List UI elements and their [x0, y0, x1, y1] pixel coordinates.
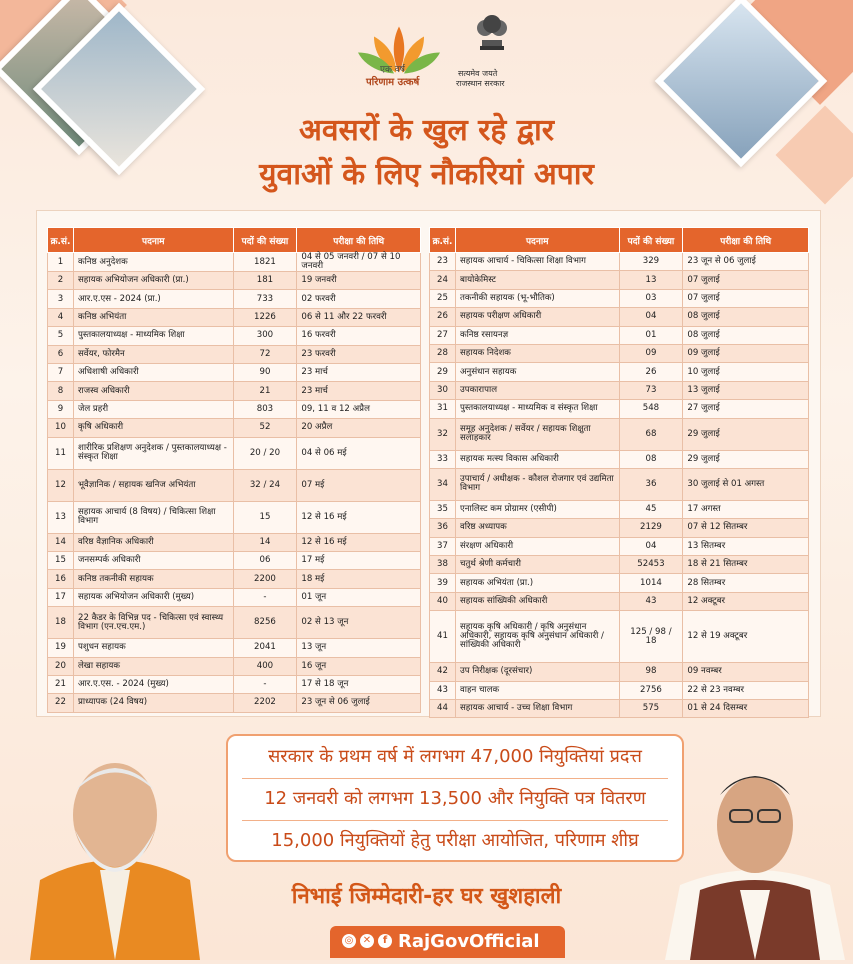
- table-row: [48, 363, 421, 381]
- cell-no: 21: [48, 675, 74, 693]
- cell-date: 23 जून से 06 जुलाई: [683, 253, 809, 271]
- cell-no: 24: [430, 271, 456, 289]
- table-row: [48, 639, 421, 657]
- headline-line1: अवसरों के खुल रहे द्वार: [298, 113, 555, 148]
- cell-count: 04: [619, 537, 683, 555]
- cell-no: 10: [48, 419, 74, 437]
- cell-post: भूवैज्ञानिक / सहायक खनिज अभियंता: [73, 469, 233, 501]
- table-row: [430, 418, 809, 450]
- table-row: [48, 308, 421, 326]
- cell-no: 9: [48, 400, 74, 418]
- cell-no: 22: [48, 694, 74, 712]
- table-row: [430, 381, 809, 399]
- cell-post: अधिशाषी अधिकारी: [73, 363, 233, 381]
- cell-count: 01: [619, 326, 683, 344]
- cell-post: लेखा सहायक: [73, 657, 233, 675]
- cell-no: 6: [48, 345, 74, 363]
- cell-count: 06: [233, 551, 297, 569]
- cell-post: वाहन चालक: [455, 681, 619, 699]
- cell-count: 52: [233, 419, 297, 437]
- instagram-icon[interactable]: ◎: [342, 934, 356, 948]
- cell-post: राजस्व अधिकारी: [73, 382, 233, 400]
- cell-no: 39: [430, 574, 456, 592]
- col-header-no: क्र.सं.: [48, 228, 74, 253]
- table-row: [48, 253, 421, 272]
- table-row: [430, 681, 809, 699]
- cell-date: 09, 11 व 12 अप्रैल: [297, 400, 421, 418]
- table-row: [430, 574, 809, 592]
- cell-no: 19: [48, 639, 74, 657]
- cell-date: 08 जुलाई: [683, 308, 809, 326]
- cell-count: 2129: [619, 519, 683, 537]
- cell-count: 2200: [233, 570, 297, 588]
- cell-no: 4: [48, 308, 74, 326]
- cell-date: 04 से 06 मई: [297, 437, 421, 469]
- cell-post: जनसम्पर्क अधिकारी: [73, 551, 233, 569]
- cell-no: 40: [430, 592, 456, 610]
- cell-no: 36: [430, 519, 456, 537]
- cell-date: 22 से 23 नवम्बर: [683, 681, 809, 699]
- cell-post: सहायक अभियोजन अधिकारी (प्रा.): [73, 272, 233, 290]
- slogan: निभाई जिम्मेदारी-हर घर खुशहाली: [291, 884, 562, 909]
- cell-date: 27 जुलाई: [683, 400, 809, 418]
- cell-post: पुस्तकालयाध्यक्ष - माध्यमिक व संस्कृत शिक्षा: [455, 400, 619, 418]
- cell-date: 17 अगस्त: [683, 500, 809, 518]
- cell-date: 09 नवम्बर: [683, 663, 809, 681]
- cell-date: 29 जुलाई: [683, 418, 809, 450]
- cell-post: पुस्तकालयाध्यक्ष - माध्यमिक शिक्षा: [73, 327, 233, 345]
- table-row: [48, 290, 421, 308]
- table-row: [430, 663, 809, 681]
- table-row: [48, 272, 421, 290]
- cell-date: 08 जुलाई: [683, 326, 809, 344]
- table-row: [48, 437, 421, 469]
- cell-no: 37: [430, 537, 456, 555]
- cell-no: 1: [48, 253, 74, 272]
- cell-post: कनिष्ठ रसायनज्ञ: [455, 326, 619, 344]
- cell-post: सहायक अभियोजन अधिकारी (मुख्य): [73, 588, 233, 606]
- cell-count: 2756: [619, 681, 683, 699]
- cell-post: कनिष्ठ अनुदेशक: [73, 253, 233, 272]
- cell-count: 1014: [619, 574, 683, 592]
- cell-count: 1821: [233, 253, 297, 272]
- cell-date: 06 से 11 और 22 फरवरी: [297, 308, 421, 326]
- cell-count: 2202: [233, 694, 297, 712]
- col-header-no: क्र.सं.: [430, 228, 456, 253]
- cell-post: अनुसंधान सहायक: [455, 363, 619, 381]
- logo-line1: एक वर्ष: [380, 65, 405, 75]
- cell-post: सहायक सांख्यिकी अधिकारी: [455, 592, 619, 610]
- exam-table-right: [429, 227, 809, 718]
- cell-post: सहायक मत्स्य विकास अधिकारी: [455, 450, 619, 468]
- cell-count: 45: [619, 500, 683, 518]
- cell-post: तकनीकी सहायक (भू-भौतिक): [455, 289, 619, 307]
- table-row: [430, 308, 809, 326]
- cell-count: 1226: [233, 308, 297, 326]
- table-row: [48, 570, 421, 588]
- table-row: [430, 500, 809, 518]
- emblem-line1: सत्यमेव जयते: [458, 69, 498, 78]
- cell-count: 09: [619, 344, 683, 362]
- cell-date: 13 जुलाई: [683, 381, 809, 399]
- cell-date: 07 जुलाई: [683, 289, 809, 307]
- cell-no: 30: [430, 381, 456, 399]
- table-row: [430, 556, 809, 574]
- table-row: [430, 592, 809, 610]
- cell-count: 548: [619, 400, 683, 418]
- cell-post: प्राध्यापक (24 विषय): [73, 694, 233, 712]
- cell-post: कनिष्ठ अभियंता: [73, 308, 233, 326]
- table-row: [430, 519, 809, 537]
- cell-date: 23 जून से 06 जुलाई: [297, 694, 421, 712]
- cell-date: 07 से 12 सितम्बर: [683, 519, 809, 537]
- cell-post: 22 कैडर के विभिन्न पद - चिकित्सा एवं स्वास्थ्य विभाग (एन.एच.एम.): [73, 607, 233, 639]
- cell-count: 803: [233, 400, 297, 418]
- cell-date: 20 अप्रैल: [297, 419, 421, 437]
- cell-date: 12 से 16 मई: [297, 533, 421, 551]
- cell-date: 29 जुलाई: [683, 450, 809, 468]
- cell-post: संरक्षण अधिकारी: [455, 537, 619, 555]
- col-header-count: पदों की संख्या: [619, 228, 683, 253]
- cell-date: 13 सितम्बर: [683, 537, 809, 555]
- state-emblem-icon: [470, 10, 514, 64]
- table-row: [48, 675, 421, 693]
- cell-no: 23: [430, 253, 456, 271]
- cell-post: सर्वेयर, फोरमैन: [73, 345, 233, 363]
- cell-count: 26: [619, 363, 683, 381]
- cell-count: 72: [233, 345, 297, 363]
- cell-count: 21: [233, 382, 297, 400]
- cell-post: सहायक परीक्षण अधिकारी: [455, 308, 619, 326]
- cell-no: 16: [48, 570, 74, 588]
- cell-date: 07 जुलाई: [683, 271, 809, 289]
- table-row: [430, 326, 809, 344]
- cell-no: 3: [48, 290, 74, 308]
- cell-date: 19 जनवरी: [297, 272, 421, 290]
- table-row: [48, 327, 421, 345]
- cell-date: 07 मई: [297, 469, 421, 501]
- table-row: [430, 344, 809, 362]
- cell-post: आर.ए.एस. - 2024 (मुख्य): [73, 675, 233, 693]
- col-header-date: परीक्षा की तिथि: [683, 228, 809, 253]
- cell-date: 28 सितम्बर: [683, 574, 809, 592]
- cell-date: 30 जुलाई से 01 अगस्त: [683, 468, 809, 500]
- cell-date: 01 जून: [297, 588, 421, 606]
- cell-no: 41: [430, 611, 456, 663]
- cell-date: 12 से 16 मई: [297, 501, 421, 533]
- cell-date: 12 से 19 अक्टूबर: [683, 611, 809, 663]
- table-row: [48, 607, 421, 639]
- cell-no: 14: [48, 533, 74, 551]
- cell-post: जेल प्रहरी: [73, 400, 233, 418]
- cell-no: 42: [430, 663, 456, 681]
- cell-count: 68: [619, 418, 683, 450]
- cell-post: एनालिस्ट कम प्रोग्रामर (एसीपी): [455, 500, 619, 518]
- cell-no: 25: [430, 289, 456, 307]
- cell-count: 329: [619, 253, 683, 271]
- cell-date: 04 से 05 जनवरी / 07 से 10 जनवरी: [297, 253, 421, 272]
- cell-date: 18 मई: [297, 570, 421, 588]
- cell-count: 32 / 24: [233, 469, 297, 501]
- table-row: [48, 469, 421, 501]
- cell-post: सहायक कृषि अधिकारी / कृषि अनुसंधान अधिकारी, सहायक कृषि अनुसंधान अधिकारी / सांख्यिकी अधिकारी: [455, 611, 619, 663]
- cell-date: 16 फरवरी: [297, 327, 421, 345]
- cell-post: चतुर्थ श्रेणी कर्मचारी: [455, 556, 619, 574]
- cell-count: 03: [619, 289, 683, 307]
- info-divider: [242, 778, 668, 779]
- cell-no: 18: [48, 607, 74, 639]
- cell-no: 2: [48, 272, 74, 290]
- table-row: [430, 450, 809, 468]
- cell-no: 15: [48, 551, 74, 569]
- cell-count: 43: [619, 592, 683, 610]
- cell-post: आर.ए.एस - 2024 (प्रा.): [73, 290, 233, 308]
- cell-no: 31: [430, 400, 456, 418]
- table-row: [48, 419, 421, 437]
- cell-post: सहायक निदेशक: [455, 344, 619, 362]
- cell-count: 8256: [233, 607, 297, 639]
- cell-no: 34: [430, 468, 456, 500]
- cell-no: 28: [430, 344, 456, 362]
- cell-no: 32: [430, 418, 456, 450]
- table-row: [48, 657, 421, 675]
- cell-no: 35: [430, 500, 456, 518]
- cell-post: पशुधन सहायक: [73, 639, 233, 657]
- cell-date: 17 से 18 जून: [297, 675, 421, 693]
- cell-no: 8: [48, 382, 74, 400]
- cell-count: 2041: [233, 639, 297, 657]
- cell-no: 11: [48, 437, 74, 469]
- info-line-1: सरकार के प्रथम वर्ष में लगभग 47,000 नियुक्तियां प्रदत्त: [268, 746, 642, 767]
- cell-count: -: [233, 675, 297, 693]
- cell-count: 400: [233, 657, 297, 675]
- cell-no: 26: [430, 308, 456, 326]
- leader-photo-right: [660, 740, 850, 960]
- table-row: [430, 253, 809, 271]
- social-bar: [330, 926, 565, 958]
- cell-date: 23 मार्च: [297, 363, 421, 381]
- x-icon[interactable]: ✕: [360, 934, 374, 948]
- cell-count: 73: [619, 381, 683, 399]
- cell-date: 23 मार्च: [297, 382, 421, 400]
- cell-count: 575: [619, 700, 683, 718]
- logo-area: [352, 10, 522, 90]
- cell-post: कृषि अधिकारी: [73, 419, 233, 437]
- cell-post: सहायक अभियंता (प्रा.): [455, 574, 619, 592]
- cell-count: 98: [619, 663, 683, 681]
- cell-no: 29: [430, 363, 456, 381]
- cell-post: कनिष्ठ तकनीकी सहायक: [73, 570, 233, 588]
- cell-count: 52453: [619, 556, 683, 574]
- table-row: [48, 588, 421, 606]
- facebook-icon[interactable]: f: [378, 934, 392, 948]
- cell-no: 13: [48, 501, 74, 533]
- cell-date: 01 से 24 दिसम्बर: [683, 700, 809, 718]
- cell-count: 15: [233, 501, 297, 533]
- cell-post: वरिष्ठ अध्यापक: [455, 519, 619, 537]
- cell-count: 13: [619, 271, 683, 289]
- cell-date: 23 फरवरी: [297, 345, 421, 363]
- info-box: [226, 734, 684, 862]
- col-header-post: पदनाम: [455, 228, 619, 253]
- cell-no: 17: [48, 588, 74, 606]
- cell-count: 36: [619, 468, 683, 500]
- cell-post: वरिष्ठ वैज्ञानिक अधिकारी: [73, 533, 233, 551]
- cell-date: 17 मई: [297, 551, 421, 569]
- info-divider: [242, 820, 668, 821]
- cell-count: 04: [619, 308, 683, 326]
- cell-count: 300: [233, 327, 297, 345]
- cell-date: 12 अक्टूबर: [683, 592, 809, 610]
- table-row: [430, 271, 809, 289]
- cell-count: 08: [619, 450, 683, 468]
- table-row: [48, 551, 421, 569]
- logo-line2: परिणाम उत्कर्ष: [366, 77, 420, 88]
- table-row: [430, 289, 809, 307]
- cell-no: 7: [48, 363, 74, 381]
- emblem-line2: राजस्थान सरकार: [456, 79, 505, 88]
- table-row: [430, 400, 809, 418]
- table-row: [430, 611, 809, 663]
- cell-date: 13 जून: [297, 639, 421, 657]
- cell-count: 125 / 98 / 18: [619, 611, 683, 663]
- social-handle[interactable]: RajGovOfficial: [398, 931, 540, 952]
- cell-post: उप निरीक्षक (दूरसंचार): [455, 663, 619, 681]
- cell-no: 33: [430, 450, 456, 468]
- table-row: [430, 537, 809, 555]
- cell-date: 02 फरवरी: [297, 290, 421, 308]
- cell-post: उपकारापाल: [455, 381, 619, 399]
- cell-date: 02 से 13 जून: [297, 607, 421, 639]
- cell-no: 44: [430, 700, 456, 718]
- col-header-count: पदों की संख्या: [233, 228, 297, 253]
- col-header-date: परीक्षा की तिथि: [297, 228, 421, 253]
- info-line-2: 12 जनवरी को लगभग 13,500 और नियुक्ति पत्र वितरण: [264, 788, 646, 809]
- cell-no: 5: [48, 327, 74, 345]
- cell-post: सहायक आचार्य - चिकित्सा शिक्षा विभाग: [455, 253, 619, 271]
- table-row: [48, 501, 421, 533]
- cell-post: शारीरिक प्रशिक्षण अनुदेशक / पुस्तकालयाध्यक्ष - संस्कृत शिक्षा: [73, 437, 233, 469]
- cell-post: समूह अनुदेशक / सर्वेयर / सहायक शिक्षुता सलाहकार: [455, 418, 619, 450]
- cell-no: 38: [430, 556, 456, 574]
- cell-no: 43: [430, 681, 456, 699]
- table-row: [430, 468, 809, 500]
- exam-table-panel: [36, 210, 821, 717]
- col-header-post: पदनाम: [73, 228, 233, 253]
- table-row: [48, 400, 421, 418]
- info-line-3: 15,000 नियुक्तियों हेतु परीक्षा आयोजित, परिणाम शीघ्र: [271, 830, 639, 851]
- table-row: [48, 382, 421, 400]
- table-row: [48, 345, 421, 363]
- cell-post: सहायक आचार्य - उच्च शिक्षा विभाग: [455, 700, 619, 718]
- cell-post: उपाचार्य / अधीक्षक - कौशल रोजगार एवं उद्यमिता विभाग: [455, 468, 619, 500]
- cell-date: 10 जुलाई: [683, 363, 809, 381]
- cell-date: 18 से 21 सितम्बर: [683, 556, 809, 574]
- cell-count: 733: [233, 290, 297, 308]
- cell-post: सहायक आचार्य (8 विषय) / चिकित्सा शिक्षा विभाग: [73, 501, 233, 533]
- cell-count: -: [233, 588, 297, 606]
- leader-photo-left: [20, 730, 210, 960]
- table-row: [430, 700, 809, 718]
- cell-no: 12: [48, 469, 74, 501]
- cell-count: 20 / 20: [233, 437, 297, 469]
- cell-date: 16 जून: [297, 657, 421, 675]
- exam-table-left: [47, 227, 421, 713]
- cell-date: 09 जुलाई: [683, 344, 809, 362]
- cell-count: 14: [233, 533, 297, 551]
- table-row: [48, 694, 421, 712]
- cell-count: 181: [233, 272, 297, 290]
- table-row: [430, 363, 809, 381]
- cell-no: 20: [48, 657, 74, 675]
- table-row: [48, 533, 421, 551]
- cell-no: 27: [430, 326, 456, 344]
- cell-count: 90: [233, 363, 297, 381]
- cell-post: बायोकेमिस्ट: [455, 271, 619, 289]
- headline-line2: युवाओं के लिए नौकरियां अपार: [259, 157, 594, 192]
